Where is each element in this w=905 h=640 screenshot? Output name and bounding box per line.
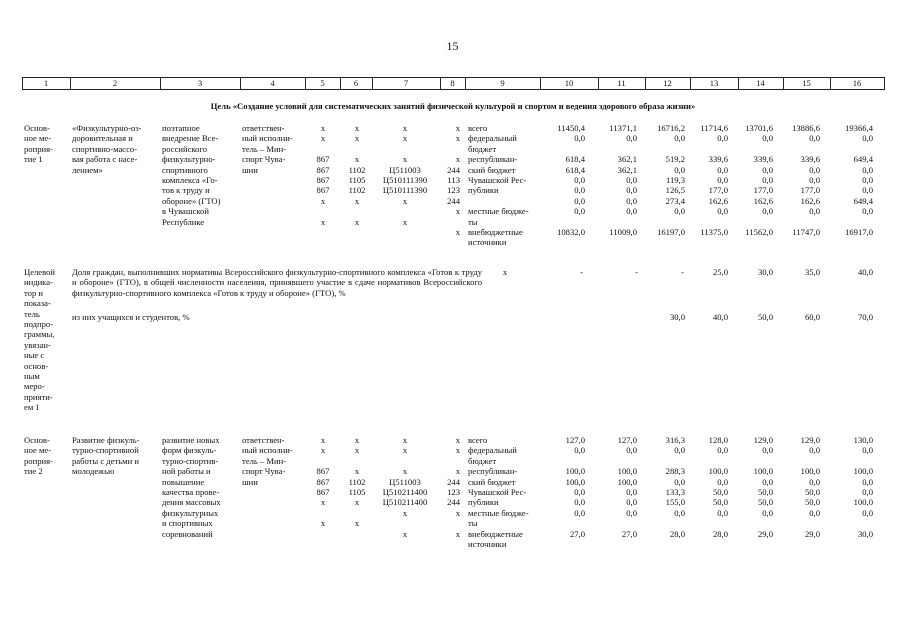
block1-responsible: ответствен- ный исполни- тель – Мин- спорт Чува- шии: [242, 123, 293, 175]
block1-event-name: «Физкультурно-оз- доровительная и спортивно-массо- вая работа с насе- лением»: [72, 123, 142, 175]
block1-event-label: Основ- ное ме- роприя- тие 1: [24, 123, 53, 165]
block2-col14: 129,0 0,0 100,0 0,0 50,0 50,0 0,0 29,0: [753, 435, 773, 539]
header-divider: [598, 77, 599, 90]
header-divider: [160, 77, 161, 90]
block1-col11: 11371,1 0,0 362,1 362,1 0,0 0,0 0,0 0,0 11009,0: [609, 123, 637, 238]
header-col-1: 1: [43, 78, 49, 88]
header-divider: [465, 77, 466, 90]
indicator-value: 35,0: [804, 267, 820, 277]
header-col-5: 5: [320, 78, 325, 88]
block1-col12: 16716,2 0,0 519,2 0,0 119,3 126,5 273,4 0,0 16197,0: [657, 123, 685, 238]
block2-event-label: Основ- ное ме- роприя- тие 2: [24, 435, 53, 477]
page-number: 15: [446, 39, 459, 53]
indicator-label: Целевой индика- тор и показа- тель подпро- граммы, увязан- ные с основ- ным меро- прияти- ем 1: [24, 267, 56, 413]
indicator-value: 70,0: [857, 312, 873, 322]
indicator-value: 30,0: [669, 312, 685, 322]
indicator-subtext: из них учащихся и студентов, %: [72, 312, 190, 322]
header-divider: [884, 77, 885, 90]
indicator-value: 50,0: [757, 312, 773, 322]
block1-col5: x x 867 867 867 867 x x: [316, 123, 330, 227]
block2-col6: x x x 1102 1105 x x: [348, 435, 366, 529]
header-divider: [22, 77, 23, 90]
indicator-text: Доля граждан, выполнивших нормативы Всероссийского физкультурно-спортивного комплекса «Готов к труду и обороне» (ГТО), в общей численности населения, принявшего участие в сдаче нормативов Всероссийского физкультурно-спортивного комплекса «Готов к труду и обороне» (ГТО), %: [72, 267, 482, 298]
header-divider: [70, 77, 71, 90]
block2-event-name: Развитие физкуль- турно-спортивной работы с детьми и молодежью: [72, 435, 140, 477]
indicator-value: 60,0: [804, 312, 820, 322]
header-col-10: 10: [564, 78, 574, 88]
block1-col15: 13886,6 0,0 339,6 0,0 0,0 177,0 162,6 0,0 11747,0: [792, 123, 820, 238]
header-col-13: 13: [709, 78, 719, 88]
block2-responsible: ответствен- ный исполни- тель – Мин- спорт Чува- шии: [242, 435, 293, 487]
block1-col7: x x x Ц511003 Ц510111390 Ц510111390 x x: [382, 123, 428, 227]
header-divider: [738, 77, 739, 90]
block1-col13: 11714,6 0,0 339,6 0,0 0,0 177,0 162,6 0,0 11375,0: [700, 123, 728, 238]
header-divider: [340, 77, 341, 90]
indicator-value: -: [681, 267, 684, 277]
header-divider: [305, 77, 306, 90]
block1-sources: всего федеральный бюджет республикан- ский бюджет Чувашской Рес- публики местные бюдже- ты внебюджетные источники: [468, 123, 529, 248]
block1-event-description: поэтапное внедрение Все- российского физкультурно- спортивного комплекса «Го- тов к труду и обороне» (ГТО) в Чувашской Республике: [162, 123, 221, 227]
block1-col8: x x x 244 113 123 244 x x: [447, 123, 460, 238]
header-col-3: 3: [197, 78, 203, 88]
header-divider: [783, 77, 784, 90]
header-col-9: 9: [500, 78, 505, 88]
indicator-value: 30,0: [757, 267, 773, 277]
block2-col5: x x 867 867 867 x x: [316, 435, 330, 529]
block2-sources: всего федеральный бюджет республикан- ский бюджет Чувашской Рес- публики местные бюдже- ты внебюджетные источники: [468, 435, 529, 550]
block2-event-description: развитие новых форм физкуль- турно-спортив- ной работы и повышение качества прове- дения массовых физкультурных и спортивных соревнований: [162, 435, 221, 539]
header-col-2: 2: [112, 78, 118, 88]
block1-col16: 19366,4 0,0 649,4 0,0 0,0 0,0 649,4 0,0 16917,0: [845, 123, 873, 238]
header-divider: [440, 77, 441, 90]
block2-col16: 130,0 0,0 100,0 0,0 0,0 100,0 0,0 30,0: [853, 435, 873, 539]
indicator-value: 25,0: [712, 267, 728, 277]
block2-col11: 127,0 0,0 100,0 100,0 0,0 0,0 0,0 27,0: [617, 435, 637, 539]
block2-col13: 128,0 0,0 100,0 0,0 50,0 50,0 0,0 28,0: [708, 435, 728, 539]
header-col-14: 14: [756, 78, 765, 88]
header-divider: [372, 77, 373, 90]
block2-col10: 127,0 0,0 100,0 100,0 0,0 0,0 0,0 27,0: [565, 435, 585, 539]
header-divider: [690, 77, 691, 90]
header-col-16: 16: [852, 78, 862, 88]
block2-col7: x x x Ц511003 Ц510211400 Ц510211400 x x: [382, 435, 428, 539]
indicator-value: -: [580, 267, 583, 277]
block1-col14: 13701,6 0,0 339,6 0,0 0,0 177,0 162,6 0,0 11562,0: [745, 123, 773, 238]
header-divider: [830, 77, 831, 90]
goal-title: Цель «Создание условий для систематических занятий физической культурой и спортом и ведения здорового образа жизни»: [210, 101, 696, 111]
indicator-value: 40,0: [857, 267, 873, 277]
header-col-15: 15: [802, 78, 811, 88]
indicator-value: x: [502, 267, 508, 277]
block2-col15: 129,0 0,0 100,0 0,0 50,0 50,0 0,0 29,0: [800, 435, 820, 539]
header-col-7: 7: [403, 78, 409, 88]
header-bottom-line: [22, 89, 884, 90]
header-col-4: 4: [270, 78, 275, 88]
block2-col8: x x x 244 123 244 x x: [447, 435, 460, 539]
header-col-11: 11: [617, 78, 626, 88]
header-col-12: 12: [663, 78, 672, 88]
indicator-value: 40,0: [712, 312, 728, 322]
header-divider: [540, 77, 541, 90]
block1-col6: x x x 1102 1105 1102 x x: [348, 123, 366, 227]
block2-col12: 316,3 0,0 288,3 0,0 133,3 155,0 0,0 28,0: [665, 435, 685, 539]
header-col-8: 8: [450, 78, 455, 88]
block1-col10: 11450,4 0,0 618,4 618,4 0,0 0,0 0,0 0,0 10832,0: [557, 123, 585, 238]
header-col-6: 6: [353, 78, 359, 88]
indicator-value: -: [635, 267, 638, 277]
header-divider: [645, 77, 646, 90]
header-divider: [240, 77, 241, 90]
